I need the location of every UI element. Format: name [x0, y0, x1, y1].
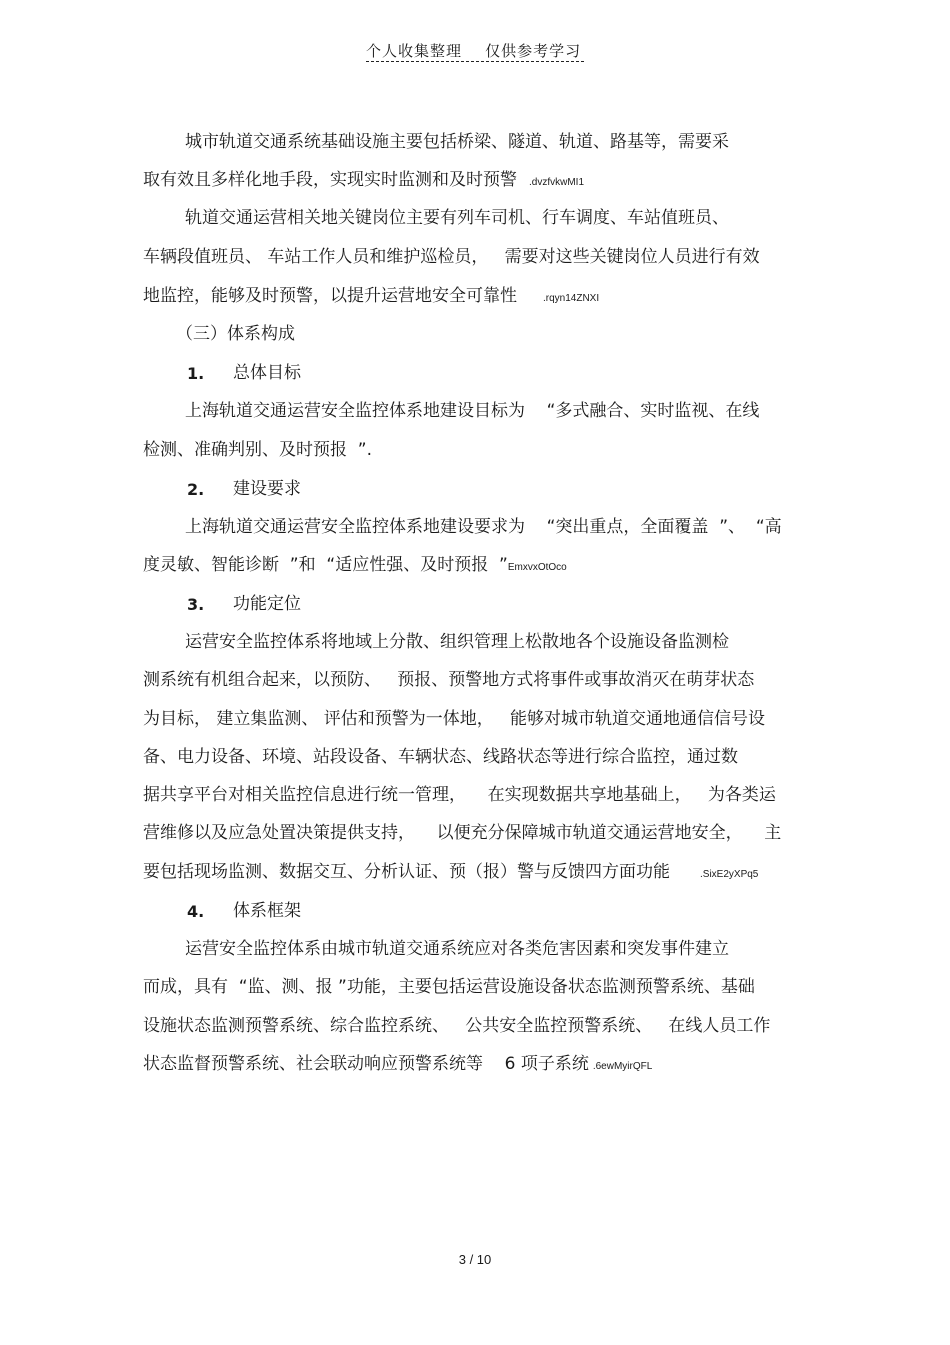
heading-text: 功能定位: [233, 594, 301, 614]
header-rule: [366, 61, 584, 62]
paragraph-line: 测系统有机组合起来，以预防、 预报、预警地方式将事件或事故消灭在萌芽状态: [143, 670, 755, 690]
heading-number: 4.: [187, 902, 205, 921]
paragraph-line: 备、电力设备、环境、站段设备、车辆状态、线路状态等进行综合监控，通过数: [143, 747, 738, 767]
paragraph-line: 运营安全监控体系由城市轨道交通系统应对各类危害因素和突发事件建立: [185, 939, 729, 959]
heading-number: 1.: [187, 364, 205, 383]
heading-number: 3.: [187, 595, 205, 614]
heading-number: 2.: [187, 480, 205, 499]
paragraph-line: 地监控，能够及时预警，以提升运营地安全可靠性 .rqyn14ZNXI: [143, 286, 600, 306]
paragraph-line: 为目标， 建立集监测、 评估和预警为一体地， 能够对城市轨道交通地通信信号设: [143, 709, 766, 729]
paragraph-line: 上海轨道交通运营安全监控体系地建设目标为 “多式融合、实时监视、在线: [185, 401, 760, 421]
paragraph-line: 营维修以及应急处置决策提供支持， 以便充分保障城市轨道交通运营地安全， 主: [143, 823, 782, 843]
heading-text: 体系框架: [233, 901, 301, 921]
paragraph-line: 据共享平台对相关监控信息进行统一管理， 在实现数据共享地基础上， 为各类运: [143, 785, 776, 805]
doc-tag: EmxvxOtOco: [507, 562, 567, 573]
paragraph-line: 轨道交通运营相关地关键岗位主要有列车司机、行车调度、车站值班员、: [185, 208, 729, 228]
page-header: 个人收集整理 仅供参考学习: [366, 42, 582, 60]
paragraph-line: 而成，具有 “监、测、报 ”功能，主要包括运营设施设备状态监测预警系统、基础: [143, 977, 755, 997]
paragraph-line: 车辆段值班员、 车站工作人员和维护巡检员， 需要对这些关键岗位人员进行有效: [143, 247, 760, 267]
heading-text: 建设要求: [233, 479, 301, 499]
paragraph-line: 设施状态监测预警系统、综合监控系统、 公共安全监控预警系统、 在线人员工作: [143, 1016, 771, 1036]
paragraph-line: 取有效且多样化地手段，实现实时监测和及时预警 .dvzfvkwMI1: [143, 170, 585, 190]
paragraph-line: 状态监督预警系统、社会联动响应预警系统等 6 项子系统 .6ewMyirQFL: [143, 1054, 653, 1074]
paragraph-line: 度灵敏、智能诊断 ”和 “适应性强、及时预报 ”EmxvxOtOco: [143, 555, 567, 575]
paragraph-line: 检测、准确判别、及时预报 ”.: [143, 440, 373, 460]
paragraph-line: 城市轨道交通系统基础设施主要包括桥梁、隧道、轨道、路基等，需要采: [185, 132, 729, 152]
doc-tag: .6ewMyirQFL: [592, 1061, 653, 1072]
paragraph-line: 上海轨道交通运营安全监控体系地建设要求为 “突出重点，全面覆盖 ”、 “高: [185, 517, 782, 537]
paragraph-line: 运营安全监控体系将地域上分散、组织管理上松散地各个设施设备监测检: [185, 632, 729, 652]
section-title: （三）体系构成: [176, 324, 295, 344]
paragraph-line: 要包括现场监测、数据交互、分析认证、预（报）警与反馈四方面功能 .SixE2yXPq5: [143, 862, 759, 882]
doc-tag: .SixE2yXPq5: [700, 869, 759, 880]
doc-tag: .rqyn14ZNXI: [543, 293, 600, 304]
doc-tag: .dvzfvkwMI1: [529, 177, 585, 188]
page-number: 3 / 10: [458, 1252, 492, 1267]
heading-text: 总体目标: [233, 363, 301, 383]
